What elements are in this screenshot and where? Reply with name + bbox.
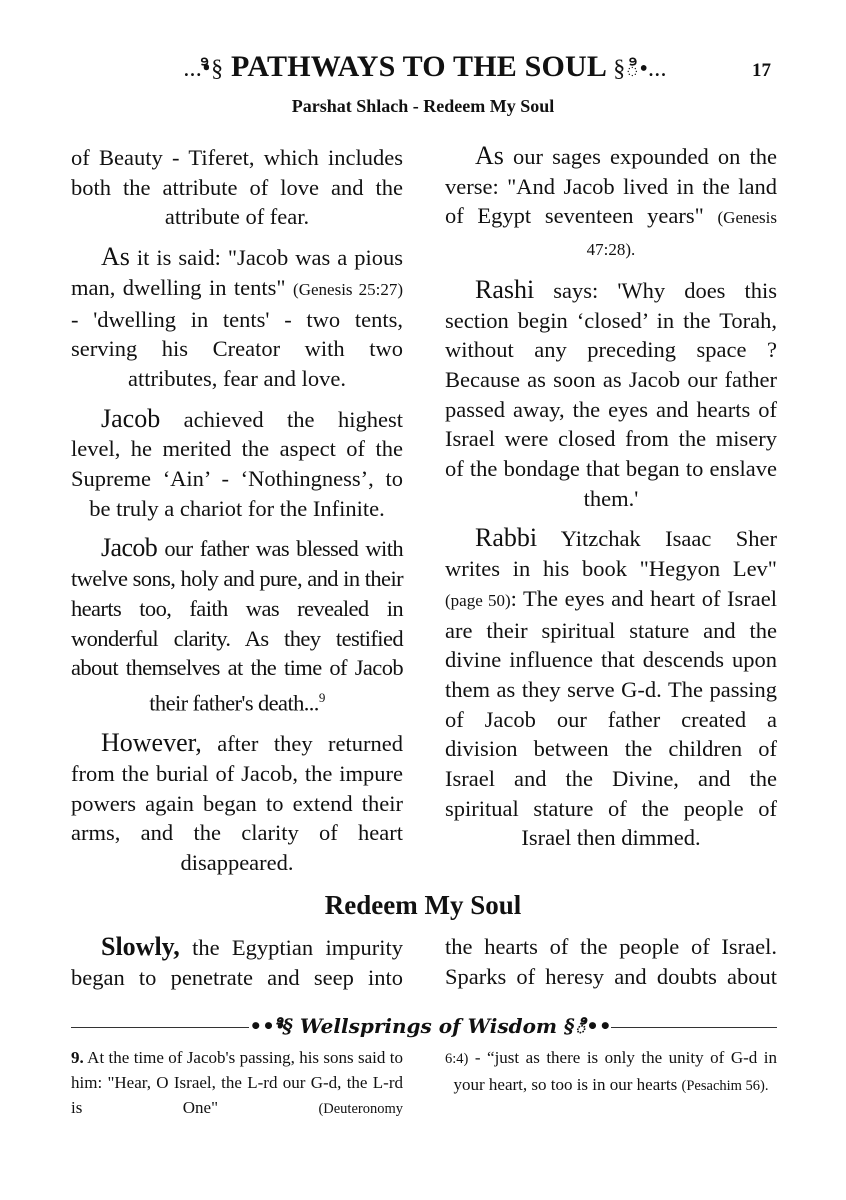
paragraph: As our sages expounded on the verse: "And Jacob lived in the land of Egypt seventeen years" (Genesis 47:28). bbox=[445, 141, 777, 260]
footnote-divider bbox=[71, 1014, 777, 1040]
lead-word: Slowly, bbox=[101, 932, 180, 961]
paragraph: of Beauty - Tiferet, which includes both the attribute of love and the attribute of fear. bbox=[71, 145, 403, 230]
footnote-number: 9. bbox=[71, 1048, 84, 1067]
paragraph: Jacob our father was blessed with twelve sons, holy and pure, and in their hearts too, faith was revealed in wonderful clarity. As they testified about themselves at the time of Jacob their father's death...$^9$ bbox=[71, 533, 403, 716]
lead-word: Rabbi bbox=[475, 523, 538, 553]
left-column bbox=[71, 143, 403, 888]
section-right-column bbox=[445, 932, 777, 1001]
chapter-subtitle: Parshat Shlach - Redeem My Soul bbox=[291, 96, 555, 116]
paragraph: the hearts of the people of Israel. Sparks of heresy and doubts about bbox=[445, 934, 777, 989]
footnote-marker: 9 bbox=[318, 689, 325, 705]
divider-line bbox=[71, 1027, 249, 1028]
citation: (Genesis 47:28). bbox=[586, 208, 777, 260]
paragraph: Jacob achieved the highest level, he merited the aspect of the Supreme ‘Ain’ - ‘Nothingness’, to be truly a chariot for the Infinite. bbox=[71, 403, 403, 521]
paragraph: Rashi says: 'Why does this section begin ‘closed’ in the Torah, without any preceding space ? Because as soon as Jacob our father passed away, the eyes and hearts of Israel were closed from the misery of the bondage that began to enslave them.' bbox=[445, 274, 777, 511]
citation: (Genesis 25:27) bbox=[293, 279, 403, 299]
book-title-text: PATHWAYS TO THE SOUL bbox=[231, 50, 606, 83]
page-number: 17 bbox=[752, 60, 771, 81]
footnote-right bbox=[445, 1045, 777, 1099]
paragraph: As it is said: "Jacob was a pious man, dwelling in tents" (Genesis 25:27) - 'dwelling in tents' - two tents, serving his Creator with two attributes, fear and love. bbox=[71, 242, 403, 391]
paragraph: However, after they returned from the burial of Jacob, the impure powers again began to extend their arms, and the clarity of heart disappeared. bbox=[71, 728, 403, 875]
citation: (Pesachim 56). bbox=[681, 1078, 769, 1094]
lead-word: However, bbox=[101, 728, 202, 758]
lead-word: As bbox=[101, 242, 130, 272]
paragraph: Slowly, the Egyptian impurity began to penetrate and seep into bbox=[71, 932, 403, 990]
section-left-column bbox=[71, 932, 403, 1002]
lead-word: Jacob bbox=[101, 403, 161, 433]
citation: (page 50) bbox=[445, 590, 511, 610]
paragraph: Rabbi Yitzchak Isaac Sher writes in his book "Hegyon Lev" (page 50): The eyes and heart of Israel are their spiritual stature and the divine influence that descends upon them as they serve G-d. The passing of Jacob our father created a division between the children of Israel and the Divine, and the spiritual stature of the people of Israel then dimmed. bbox=[445, 523, 777, 851]
lead-word: Jacob bbox=[101, 533, 158, 563]
section-heading: Redeem My Soul bbox=[324, 890, 522, 920]
right-column bbox=[445, 141, 777, 863]
footnote: 9. At the time of Jacob's passing, his sons said to him: "Hear, O Israel, the L-rd our G-d, the L-rd is One" (Deuteronomy bbox=[71, 1048, 403, 1117]
lead-word: Rashi bbox=[475, 274, 535, 304]
citation: (Deuteronomy bbox=[318, 1101, 403, 1117]
running-header bbox=[0, 50, 846, 90]
lead-word: As bbox=[475, 141, 504, 170]
divider-line bbox=[611, 1027, 777, 1028]
citation: 6:4) bbox=[445, 1051, 469, 1067]
footnote-divider-label: •••ి§ Wellsprings of Wisdom §ి•• bbox=[249, 1014, 612, 1038]
ornament-left-icon: ...•ి§ bbox=[183, 56, 224, 82]
footnote: 6:4) - “just as there is only the unity of G-d in your heart, so too is in our hearts (Pesachim 56). bbox=[445, 1048, 777, 1094]
ornament-right-icon: §ి•... bbox=[613, 56, 667, 82]
footnote-left bbox=[71, 1045, 403, 1122]
book-title bbox=[130, 50, 720, 88]
